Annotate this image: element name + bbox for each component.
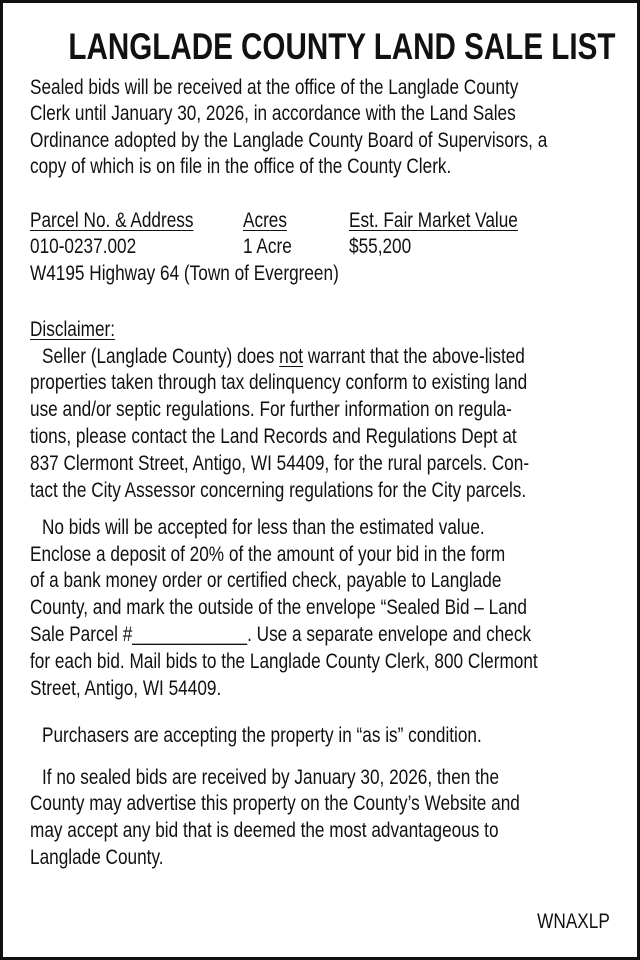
disclaimer-line: tions, please contact the Land Records and Regulations Dept at [30, 424, 517, 448]
disclaimer-line [42, 343, 525, 369]
bids-line: Sale Parcel #____________. Use a separate envelope and check [30, 622, 532, 646]
bids-line: County, and mark the outside of the envelope “Sealed Bid – Land [30, 595, 527, 619]
disclaimer-text: Seller (Langlade County) does [42, 344, 280, 368]
disclaimer-line: tact the City Assessor concerning regulations for the City parcels. [30, 478, 527, 502]
bids-line: No bids will be accepted for less than the estimated value. [42, 515, 485, 539]
title-text: LANGLADE COUNTY LAND SALE LIST [68, 26, 616, 67]
header-acres: Acres [243, 208, 287, 232]
intro-line: Ordinance adopted by the Langlade County Board of Supervisors, a [30, 128, 548, 152]
as-is-line: Purchasers are accepting the property in “as is” condition. [42, 723, 482, 747]
disclaimer-line: properties taken through tax delinquency conform to existing land [30, 370, 528, 394]
header-parcel: Parcel No. & Address [30, 208, 194, 232]
intro-line: copy of which is on file in the office of the County Clerk. [30, 154, 452, 178]
no-bids-line: Langlade County. [30, 845, 164, 869]
disclaimer-line: 837 Clermont Street, Antigo, WI 54409, for the rural parcels. Con- [30, 451, 530, 475]
emphasis-not: not [279, 344, 304, 368]
disclaimer-text: warrant that the above-listed [303, 344, 525, 368]
intro-line: Sealed bids will be received at the office of the Langlade County [30, 75, 519, 99]
disclaimer-heading: Disclaimer: [30, 317, 116, 341]
bids-line: for each bid. Mail bids to the Langlade County Clerk, 800 Clermont [30, 649, 538, 673]
intro-line: Clerk until January 30, 2026, in accordance with the Land Sales [30, 101, 516, 125]
notice-title [0, 26, 640, 68]
bids-line: Enclose a deposit of 20% of the amount of your bid in the form [30, 542, 506, 566]
parcel-acres: 1 Acre [243, 234, 292, 258]
header-value: Est. Fair Market Value [349, 208, 518, 232]
parcel-value: $55,200 [349, 234, 412, 258]
parcel-number: 010-0237.002 [30, 234, 137, 258]
no-bids-line: County may advertise this property on the County’s Website and [30, 791, 520, 815]
no-bids-line: may accept any bid that is deemed the most advantageous to [30, 818, 499, 842]
disclaimer-line: use and/or septic regulations. For further information on regula- [30, 397, 512, 421]
bids-line: of a bank money order or certified check, payable to Langlade [30, 568, 502, 592]
footer-code: WNAXLP [537, 909, 610, 933]
bids-line: Street, Antigo, WI 54409. [30, 676, 222, 700]
parcel-address: W4195 Highway 64 (Town of Evergreen) [30, 261, 339, 285]
no-bids-line: If no sealed bids are received by January 30, 2026, then the [42, 765, 500, 789]
